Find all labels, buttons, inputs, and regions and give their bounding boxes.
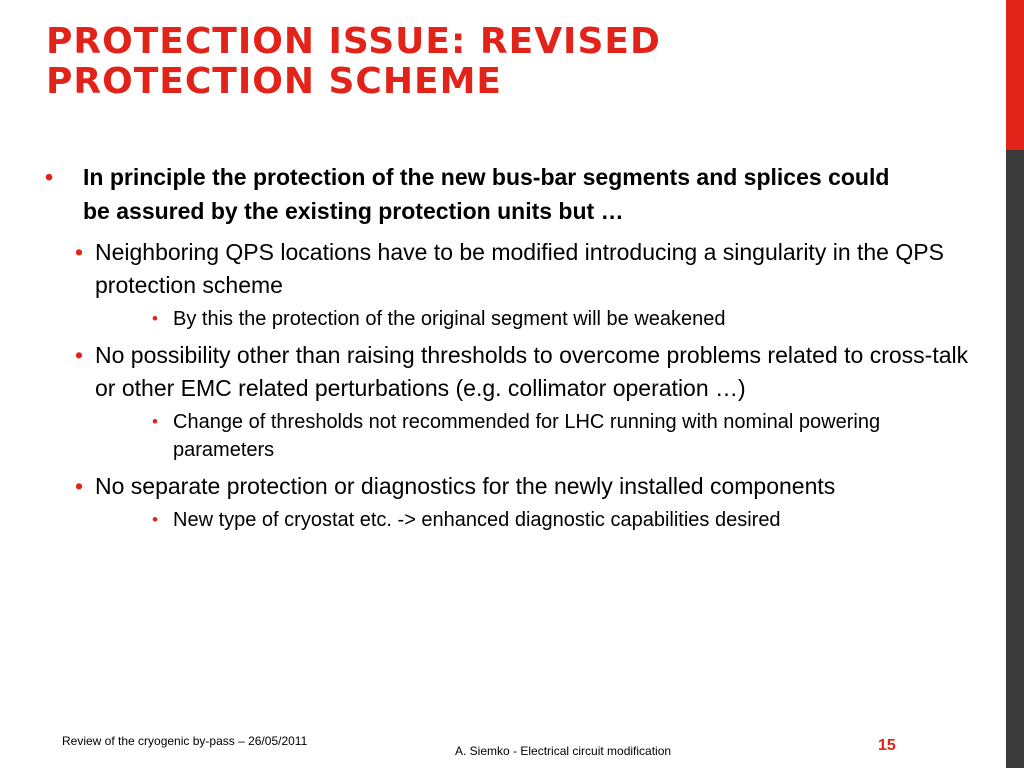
side-accent-bar-dark — [1006, 150, 1024, 768]
bullet-text: New type of cryostat etc. -> enhanced diagnostic capabilities desired — [173, 509, 781, 531]
bullet-text: No possibility other than raising thresholds to overcome problems related to cross-talk or other EMC related perturbations (e.g. collimator operation …) — [95, 342, 969, 401]
slide-title-line-1: PROTECTION ISSUE: REVISED — [46, 21, 661, 62]
footer-author: A. Siemko - Electrical circuit modification — [455, 744, 672, 758]
bullet-dot-icon: • — [75, 239, 84, 265]
bullet-text: Neighboring QPS locations have to be modified introducing a singularity in the QPS protection scheme — [95, 239, 944, 298]
bullet-level2 — [0, 339, 990, 405]
slide-content — [0, 160, 1000, 540]
bullet-dot-icon: • — [152, 510, 158, 529]
footer-event-date: Review of the cryogenic by-pass – 26/05/2011 — [62, 734, 308, 748]
bullet-level3 — [0, 506, 973, 534]
bullet-dot-icon: • — [152, 412, 158, 431]
bullet-level2 — [0, 470, 990, 503]
bullet-text: No separate protection or diagnostics for the newly installed components — [95, 473, 836, 499]
bullet-text: By this the protection of the original segment will be weakened — [173, 308, 726, 330]
bullet-level1 — [0, 160, 903, 228]
bullet-level2 — [0, 236, 990, 302]
page-number: 15 — [878, 737, 896, 754]
bullet-dot-icon: • — [75, 473, 84, 499]
bullet-dot-icon: • — [45, 164, 54, 190]
bullet-text: In principle the protection of the new bus-bar segments and splices could be assured by the existing protection units but … — [83, 164, 890, 224]
bullet-text: Change of thresholds not recommended for LHC running with nominal powering parameters — [173, 411, 881, 461]
side-accent-bar-red — [1006, 0, 1024, 150]
bullet-dot-icon: • — [75, 342, 84, 368]
bullet-dot-icon: • — [152, 309, 158, 328]
slide-title — [46, 22, 986, 102]
bullet-level3 — [0, 408, 973, 464]
slide-title-line-2: PROTECTION SCHEME — [46, 61, 502, 102]
bullet-level3 — [0, 305, 973, 333]
